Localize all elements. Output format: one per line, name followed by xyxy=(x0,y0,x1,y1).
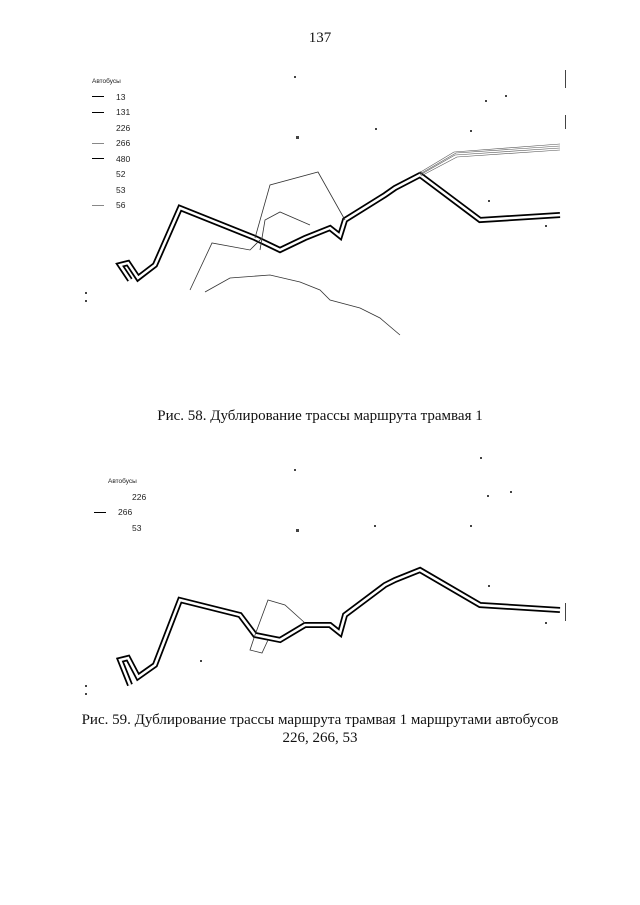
legend-row xyxy=(92,89,130,105)
tram-route-1 xyxy=(120,175,560,280)
caption-line: Рис. 59. Дублирование трассы маршрута трамвая 1 маршрутами автобусов xyxy=(81,712,559,728)
legend-swatch xyxy=(92,143,104,144)
legend-label: 56 xyxy=(116,200,126,211)
legend-swatch xyxy=(108,496,120,497)
caption-line: 226, 266, 53 xyxy=(282,730,358,746)
legend-swatch xyxy=(108,527,120,528)
legend-swatch xyxy=(92,174,104,175)
legend-label: 226 xyxy=(116,122,131,133)
legend-label: 266 xyxy=(116,138,131,149)
legend-label: 53 xyxy=(116,184,126,195)
legend-row xyxy=(92,136,130,152)
legend-label: 13 xyxy=(116,91,126,102)
route-map-59 xyxy=(0,455,640,700)
legend-row xyxy=(92,182,130,198)
legend-swatch xyxy=(94,512,106,513)
legend-row xyxy=(92,167,130,183)
legend-label: 266 xyxy=(118,507,133,518)
legend-label: 226 xyxy=(132,491,147,502)
legend-row xyxy=(94,505,146,521)
legend-label: 53 xyxy=(132,522,142,533)
legend-row xyxy=(108,520,146,536)
legend-row xyxy=(92,105,130,121)
legend-swatch xyxy=(92,96,104,97)
figure-58-map xyxy=(0,60,640,350)
legend-swatch xyxy=(92,158,104,159)
legend-swatch xyxy=(92,189,104,190)
bus-route-bundle xyxy=(419,144,560,176)
bus-route-outlines xyxy=(190,172,400,335)
figure-58-caption: Рис. 58. Дублирование трассы маршрута трамвая 1 xyxy=(157,408,483,424)
tram-route-1 xyxy=(120,570,560,685)
figure-59-caption xyxy=(0,711,640,747)
legend-title: Автобусы xyxy=(108,478,137,485)
legend-row xyxy=(108,489,146,505)
figure-59-map xyxy=(0,455,640,700)
legend-swatch xyxy=(92,112,104,113)
legend-title: Автобусы xyxy=(92,78,121,85)
legend-label: 52 xyxy=(116,169,126,180)
page-number: 137 xyxy=(308,30,332,46)
legend-swatch xyxy=(92,127,104,128)
legend-row xyxy=(92,120,130,136)
legend-row xyxy=(92,151,130,167)
legend-59 xyxy=(108,478,146,536)
legend-swatch xyxy=(92,205,104,206)
legend-row xyxy=(92,198,130,214)
legend-label: 131 xyxy=(116,107,131,118)
legend-label: 480 xyxy=(116,153,131,164)
legend-58 xyxy=(92,78,130,213)
